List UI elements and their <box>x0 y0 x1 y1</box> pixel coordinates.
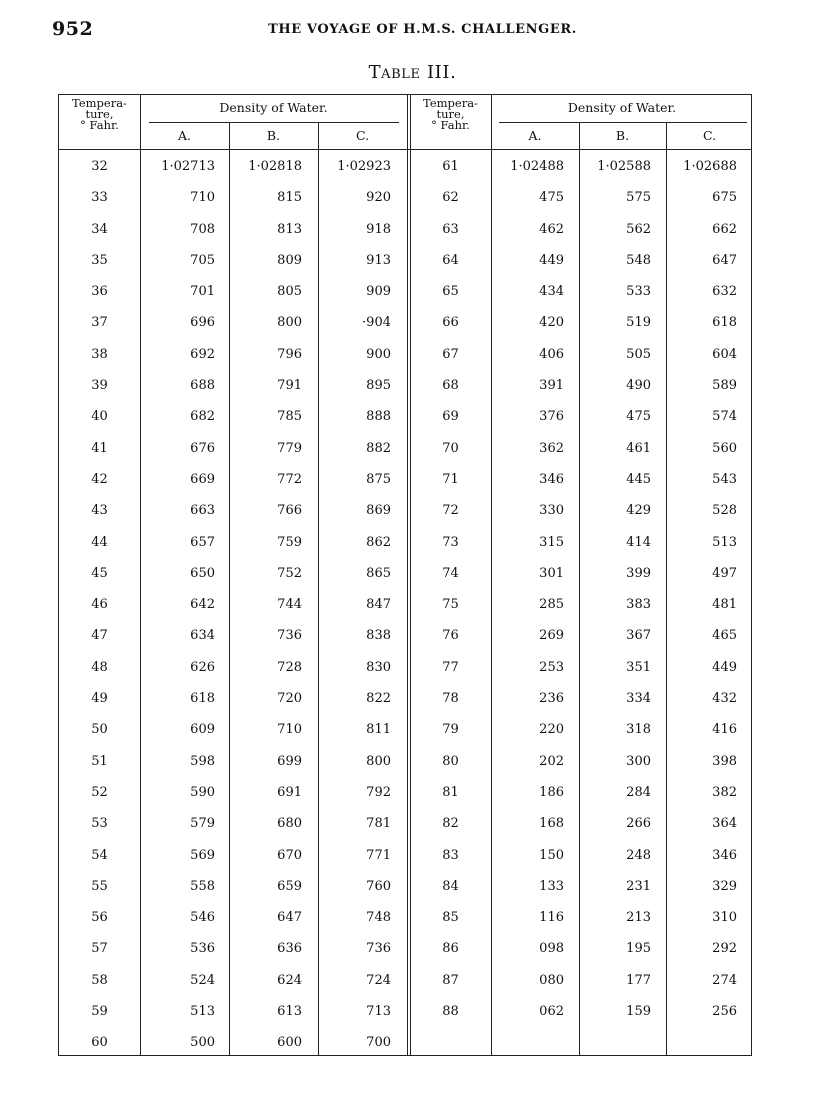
table-cell: 465 <box>712 628 737 644</box>
table-cell: 434 <box>539 284 564 300</box>
header-b-right: B. <box>615 128 630 143</box>
table-cell: 65 <box>442 284 459 300</box>
table-cell: 76 <box>442 628 459 644</box>
table-cell: 330 <box>539 503 564 519</box>
table-cell: 536 <box>190 941 215 957</box>
table-cell: 589 <box>712 378 737 394</box>
table-cell: 781 <box>366 816 391 832</box>
page-number: 952 <box>52 18 94 40</box>
rule-right-temp <box>491 95 492 1055</box>
table-cell: ·904 <box>362 315 391 331</box>
table-cell: 69 <box>442 409 459 425</box>
table-caption-label: Table <box>368 62 421 83</box>
table-cell: 168 <box>539 816 564 832</box>
table-cell: 800 <box>366 753 391 769</box>
table-cell: 657 <box>190 534 215 550</box>
table-cell: 098 <box>539 941 564 957</box>
table-cell: 513 <box>190 1004 215 1020</box>
table-cell: 609 <box>190 722 215 738</box>
table-cell: 82 <box>442 816 459 832</box>
table-cell: 75 <box>442 597 459 613</box>
table-cell: 598 <box>190 753 215 769</box>
table-cell: 461 <box>626 440 651 456</box>
table-cell: 56 <box>91 910 108 926</box>
table-cell: 420 <box>539 315 564 331</box>
header-temperature-left: Tempera- ture, ° Fahr. <box>72 96 127 132</box>
table-cell: 40 <box>91 409 108 425</box>
table-cell: 869 <box>366 503 391 519</box>
table-cell: 376 <box>539 409 564 425</box>
table-cell: 862 <box>366 534 391 550</box>
table-cell: 920 <box>366 190 391 206</box>
table-cell: 79 <box>442 722 459 738</box>
table-cell: 692 <box>190 346 215 362</box>
table-cell: 39 <box>91 378 108 394</box>
table-cell: 642 <box>190 597 215 613</box>
table-cell: 60 <box>91 1035 108 1051</box>
table-cell: 87 <box>442 972 459 988</box>
table-cell: 57 <box>91 941 108 957</box>
table-cell: 669 <box>190 471 215 487</box>
column-c-right <box>675 151 737 1027</box>
table-cell: 560 <box>712 440 737 456</box>
table-cell: 269 <box>539 628 564 644</box>
table-cell: 367 <box>626 628 651 644</box>
table-cell: 195 <box>626 941 651 957</box>
table-cell: 659 <box>277 878 302 894</box>
table-cell: 318 <box>626 722 651 738</box>
table-cell: 590 <box>190 784 215 800</box>
table-cell: 696 <box>190 315 215 331</box>
table-cell: 391 <box>539 378 564 394</box>
table-cell: 543 <box>712 471 737 487</box>
table-cell: 701 <box>190 284 215 300</box>
table-cell: 58 <box>91 972 108 988</box>
table-cell: 462 <box>539 221 564 237</box>
table-cell: 713 <box>366 1004 391 1020</box>
column-a-right <box>504 151 564 1027</box>
table-cell: 62 <box>442 190 459 206</box>
table-cell: 38 <box>91 346 108 362</box>
table-cell: 37 <box>91 315 108 331</box>
running-head-text: THE VOYAGE OF H.M.S. CHALLENGER. <box>268 22 577 37</box>
table-cell: 760 <box>366 878 391 894</box>
table-cell: 813 <box>277 221 302 237</box>
table-cell: 50 <box>91 722 108 738</box>
table-cell: 73 <box>442 534 459 550</box>
table-cell: 150 <box>539 847 564 863</box>
table-cell: 74 <box>442 565 459 581</box>
table-cell: 796 <box>277 346 302 362</box>
table-cell: 236 <box>539 691 564 707</box>
table-cell: 888 <box>366 409 391 425</box>
table-cell: 675 <box>712 190 737 206</box>
table-cell: 822 <box>366 691 391 707</box>
header-density-left: Density of Water. <box>219 100 328 115</box>
table-cell: 1·02818 <box>248 159 302 174</box>
header-b-left: B. <box>266 128 281 143</box>
table-cell: 362 <box>539 440 564 456</box>
table-cell: 618 <box>712 315 737 331</box>
column-c-left <box>327 151 391 1059</box>
table-caption <box>0 62 825 83</box>
table-cell: 895 <box>366 378 391 394</box>
rule-left-ab <box>229 123 230 1055</box>
table-cell: 838 <box>366 628 391 644</box>
table-cell: 64 <box>442 252 459 268</box>
table-cell: 691 <box>277 784 302 800</box>
table-cell: 724 <box>366 972 391 988</box>
header-density-right: Density of Water. <box>567 100 677 115</box>
table-cell: 1·02688 <box>683 159 737 174</box>
table-cell: 159 <box>626 1004 651 1020</box>
table-cell: 805 <box>277 284 302 300</box>
table-cell: 811 <box>366 722 391 738</box>
table-cell: 51 <box>91 753 108 769</box>
table-cell: 398 <box>712 753 737 769</box>
table-cell: 67 <box>442 346 459 362</box>
table-cell: 830 <box>366 659 391 675</box>
rule-left-bc <box>318 123 319 1055</box>
column-b-left <box>243 151 302 1059</box>
table-cell: 220 <box>539 722 564 738</box>
table-cell: 449 <box>539 252 564 268</box>
table-cell: 70 <box>442 440 459 456</box>
table-cell: 43 <box>91 503 108 519</box>
table-cell: 513 <box>712 534 737 550</box>
table-cell: 575 <box>626 190 651 206</box>
table-cell: 785 <box>277 409 302 425</box>
table-cell: 71 <box>442 471 459 487</box>
table-cell: 346 <box>539 471 564 487</box>
table-cell: 47 <box>91 628 108 644</box>
table-cell: 1·02923 <box>337 159 391 174</box>
rule-right-bc <box>666 123 667 1055</box>
table-cell: 53 <box>91 816 108 832</box>
table-cell: 900 <box>366 346 391 362</box>
table-cell: 505 <box>626 346 651 362</box>
rule-middle-1 <box>407 95 408 1055</box>
table-cell: 86 <box>442 941 459 957</box>
table-cell: 44 <box>91 534 108 550</box>
table-cell: 432 <box>712 691 737 707</box>
table-cell: 720 <box>277 691 302 707</box>
table-cell: 248 <box>626 847 651 863</box>
rule-density-under-right <box>499 122 747 123</box>
table-cell: 83 <box>442 847 459 863</box>
table-cell: 84 <box>442 878 459 894</box>
table-cell: 647 <box>712 252 737 268</box>
table-cell: 632 <box>712 284 737 300</box>
table-cell: 253 <box>539 659 564 675</box>
table-cell: 88 <box>442 1004 459 1020</box>
table-cell: 680 <box>277 816 302 832</box>
table-cell: 800 <box>277 315 302 331</box>
table-cell: 36 <box>91 284 108 300</box>
table-cell: 266 <box>626 816 651 832</box>
table-cell: 699 <box>277 753 302 769</box>
table-cell: 399 <box>626 565 651 581</box>
table-cell: 815 <box>277 190 302 206</box>
table-cell: 68 <box>442 378 459 394</box>
rule-density-under-left <box>149 122 399 123</box>
table-cell: 918 <box>366 221 391 237</box>
table-cell: 475 <box>626 409 651 425</box>
table-cell: 202 <box>539 753 564 769</box>
table-cell: 81 <box>442 784 459 800</box>
table-cell: 519 <box>626 315 651 331</box>
table-cell: 329 <box>712 878 737 894</box>
table-cell: 705 <box>190 252 215 268</box>
header-c-left: C. <box>355 128 370 143</box>
table-cell: 569 <box>190 847 215 863</box>
rule-right-ab <box>579 123 580 1055</box>
table-cell: 77 <box>442 659 459 675</box>
table-cell: 301 <box>539 565 564 581</box>
table-cell: 48 <box>91 659 108 675</box>
table-cell: 634 <box>190 628 215 644</box>
table-cell: 72 <box>442 503 459 519</box>
table-cell: 670 <box>277 847 302 863</box>
table-cell: 351 <box>626 659 651 675</box>
table-cell: 080 <box>539 972 564 988</box>
table-cell: 548 <box>626 252 651 268</box>
table-cell: 771 <box>366 847 391 863</box>
table-cell: 604 <box>712 346 737 362</box>
table-cell: 406 <box>539 346 564 362</box>
table-cell: 285 <box>539 597 564 613</box>
table-cell: 736 <box>366 941 391 957</box>
table-cell: 45 <box>91 565 108 581</box>
table-cell: 1·02488 <box>510 159 564 174</box>
density-table <box>58 94 752 1056</box>
table-cell: 676 <box>190 440 215 456</box>
table-cell: 792 <box>366 784 391 800</box>
column-b-right <box>591 151 651 1027</box>
table-cell: 213 <box>626 910 651 926</box>
table-cell: 414 <box>626 534 651 550</box>
table-cell: 310 <box>712 910 737 926</box>
table-cell: 292 <box>712 941 737 957</box>
table-cell: 334 <box>626 691 651 707</box>
table-cell: 429 <box>626 503 651 519</box>
table-cell: 744 <box>277 597 302 613</box>
table-cell: 647 <box>277 910 302 926</box>
table-cell: 524 <box>190 972 215 988</box>
table-cell: 133 <box>539 878 564 894</box>
header-a-right: A. <box>528 128 542 143</box>
header-c-right: C. <box>702 128 717 143</box>
table-cell: 35 <box>91 252 108 268</box>
table-cell: 346 <box>712 847 737 863</box>
header-a-left: A. <box>177 128 191 143</box>
table-cell: 300 <box>626 753 651 769</box>
running-head <box>0 22 825 37</box>
table-cell: 315 <box>539 534 564 550</box>
table-cell: 558 <box>190 878 215 894</box>
table-cell: 809 <box>277 252 302 268</box>
table-cell: 475 <box>539 190 564 206</box>
table-cell: 759 <box>277 534 302 550</box>
table-cell: 682 <box>190 409 215 425</box>
table-cell: 41 <box>91 440 108 456</box>
table-cell: 42 <box>91 471 108 487</box>
table-cell: 1·02588 <box>597 159 651 174</box>
table-cell: 177 <box>626 972 651 988</box>
table-cell: 49 <box>91 691 108 707</box>
table-cell: 364 <box>712 816 737 832</box>
table-cell: 791 <box>277 378 302 394</box>
table-cell: 445 <box>626 471 651 487</box>
table-cell: 909 <box>366 284 391 300</box>
table-cell: 449 <box>712 659 737 675</box>
rule-left-temp <box>140 95 141 1055</box>
column-temp-left <box>59 151 140 1059</box>
table-cell: 54 <box>91 847 108 863</box>
table-cell: 500 <box>190 1035 215 1051</box>
column-temp-right <box>410 151 491 1027</box>
table-cell: 186 <box>539 784 564 800</box>
table-cell: 383 <box>626 597 651 613</box>
table-cell: 913 <box>366 252 391 268</box>
table-cell: 61 <box>442 159 459 174</box>
column-a-left <box>155 151 215 1059</box>
table-cell: 736 <box>277 628 302 644</box>
table-cell: 875 <box>366 471 391 487</box>
table-cell: 55 <box>91 878 108 894</box>
table-cell: 490 <box>626 378 651 394</box>
table-cell: 256 <box>712 1004 737 1020</box>
table-cell: 708 <box>190 221 215 237</box>
table-cell: 574 <box>712 409 737 425</box>
table-cell: 284 <box>626 784 651 800</box>
rule-header-bottom <box>59 149 751 150</box>
table-cell: 66 <box>442 315 459 331</box>
table-cell: 59 <box>91 1004 108 1020</box>
table-cell: 662 <box>712 221 737 237</box>
table-cell: 497 <box>712 565 737 581</box>
table-cell: 728 <box>277 659 302 675</box>
table-cell: 710 <box>190 190 215 206</box>
table-cell: 865 <box>366 565 391 581</box>
table-cell: 650 <box>190 565 215 581</box>
table-cell: 624 <box>277 972 302 988</box>
table-cell: 528 <box>712 503 737 519</box>
table-cell: 882 <box>366 440 391 456</box>
table-cell: 562 <box>626 221 651 237</box>
table-cell: 231 <box>626 878 651 894</box>
table-cell: 85 <box>442 910 459 926</box>
table-cell: 546 <box>190 910 215 926</box>
table-cell: 636 <box>277 941 302 957</box>
table-cell: 416 <box>712 722 737 738</box>
table-cell: 80 <box>442 753 459 769</box>
table-cell: 752 <box>277 565 302 581</box>
table-cell: 533 <box>626 284 651 300</box>
table-cell: 382 <box>712 784 737 800</box>
table-cell: 613 <box>277 1004 302 1020</box>
table-cell: 772 <box>277 471 302 487</box>
table-cell: 274 <box>712 972 737 988</box>
table-cell: 688 <box>190 378 215 394</box>
table-cell: 34 <box>91 221 108 237</box>
table-cell: 63 <box>442 221 459 237</box>
table-cell: 600 <box>277 1035 302 1051</box>
table-cell: 710 <box>277 722 302 738</box>
table-cell: 766 <box>277 503 302 519</box>
table-cell: 626 <box>190 659 215 675</box>
table-cell: 1·02713 <box>161 159 215 174</box>
table-cell: 78 <box>442 691 459 707</box>
table-cell: 481 <box>712 597 737 613</box>
header-temperature-right: Tempera- ture, ° Fahr. <box>423 96 478 132</box>
table-cell: 46 <box>91 597 108 613</box>
table-cell: 52 <box>91 784 108 800</box>
table-cell: 618 <box>190 691 215 707</box>
table-cell: 32 <box>91 159 108 174</box>
table-cell: 847 <box>366 597 391 613</box>
table-cell: 779 <box>277 440 302 456</box>
table-caption-numeral: III. <box>426 62 457 83</box>
table-cell: 700 <box>366 1035 391 1051</box>
table-cell: 33 <box>91 190 108 206</box>
table-cell: 062 <box>539 1004 564 1020</box>
table-cell: 579 <box>190 816 215 832</box>
table-cell: 663 <box>190 503 215 519</box>
table-cell: 116 <box>539 910 564 926</box>
table-cell: 748 <box>366 910 391 926</box>
